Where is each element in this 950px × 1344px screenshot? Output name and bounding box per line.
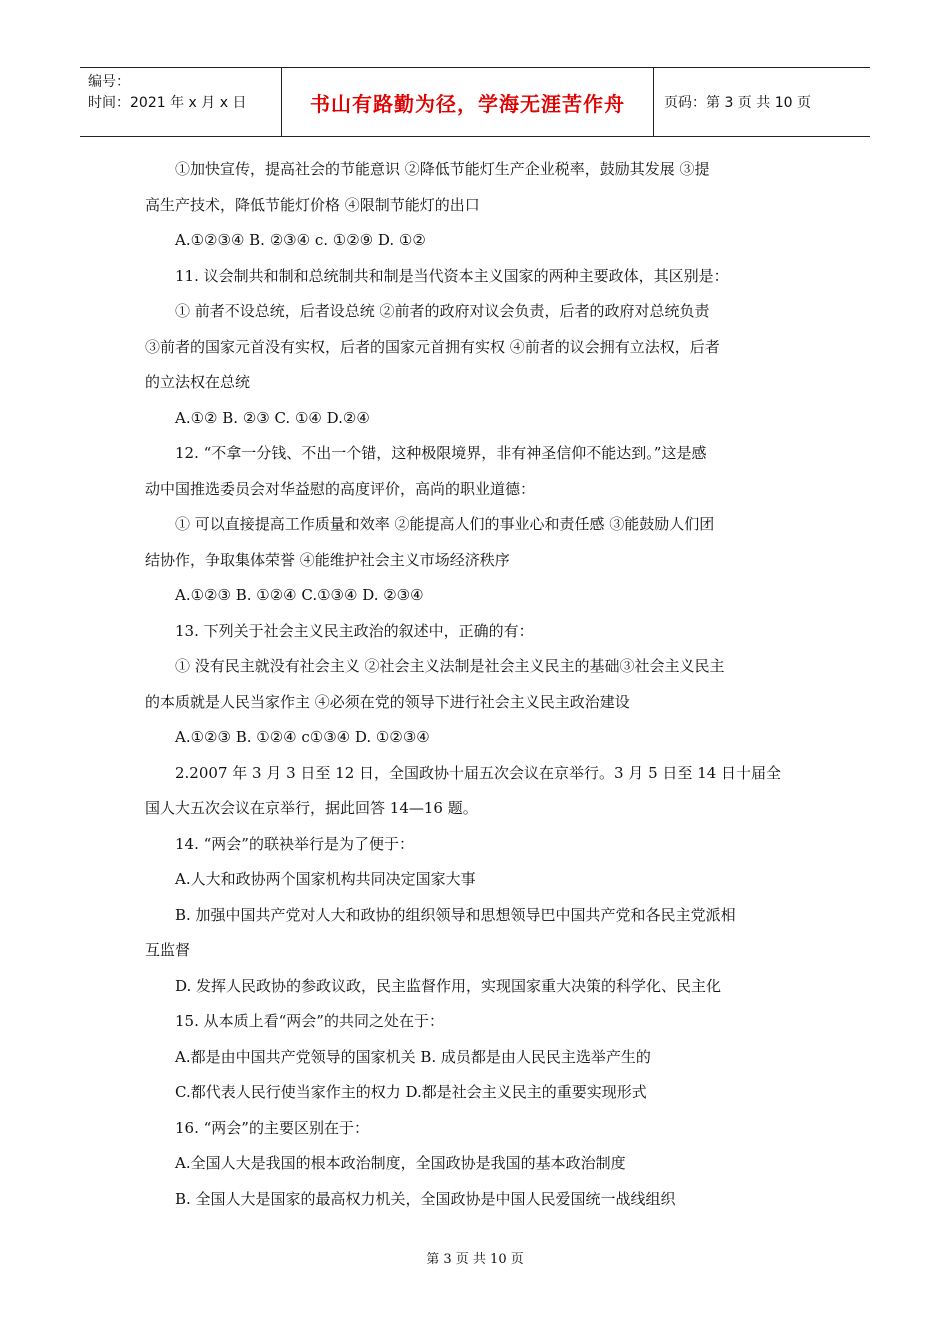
text-line: 国人大五次会议在京举行，据此回答 14—16 题。 <box>145 799 478 817</box>
text-line: A.全国人大是我国的根本政治制度，全国政协是我国的基本政治制度 <box>175 1154 626 1172</box>
header-meta <box>80 68 282 136</box>
page-footer: 第 3 页 共 10 页 <box>426 1252 524 1267</box>
text-line: ①加快宣传，提高社会的节能意识 ②降低节能灯生产企业税率，鼓励其发展 ③提 <box>175 160 710 178</box>
text-line: 结协作，争取集体荣誉 ④能维护社会主义市场经济秩序 <box>145 550 510 569</box>
text-line: A.人大和政协两个国家机构共同决定国家大事 <box>175 870 476 888</box>
text-line: ① 可以直接提高工作质量和效率 ②能提高人们的事业心和责任感 ③能鼓励人们团 <box>175 515 715 533</box>
text-line: 互监督 <box>145 941 191 959</box>
text-line: 13. 下列关于社会主义民主政治的叙述中，正确的有： <box>175 621 534 640</box>
text-line: A.①②③④ B. ②③④ c. ①②⑨ D. ①② <box>175 231 426 249</box>
text-line: 高生产技术，降低节能灯价格 ④限制节能灯的出口 <box>145 195 480 214</box>
text-line: 的立法权在总统 <box>145 373 251 391</box>
text-line: 14. “两会”的联袂举行是为了便于： <box>175 834 414 853</box>
header-page-code: 页码：第 3 页 共 10 页 <box>664 95 811 111</box>
text-line: 11. 议会制共和制和总统制共和制是当代资本主义国家的两种主要政体，其区别是： <box>175 266 729 285</box>
text-line: C.都代表人民行使当家作主的权力 D.都是社会主义民主的重要实现形式 <box>175 1083 647 1101</box>
page-header <box>80 67 870 137</box>
text-line: 12. “不拿一分钱、不出一个错，这种极限境界，非有神圣信仰不能达到。”这是感 <box>175 444 707 462</box>
document-number-label: 编号： <box>88 74 130 90</box>
text-line: B. 加强中国共产党对人大和政协的组织领导和思想领导巴中国共产党和各民主党派相 <box>175 905 736 924</box>
text-line: ③前者的国家元首没有实权，后者的国家元首拥有实权 ④前者的议会拥有立法权，后者 <box>145 337 720 356</box>
text-line: ① 没有民主就没有社会主义 ②社会主义法制是社会主义民主的基础③社会主义民主 <box>175 657 725 675</box>
text-line: B. 全国人大是国家的最高权力机关，全国政协是中国人民爱国统一战线组织 <box>175 1189 676 1208</box>
text-line: 2.2007 年 3 月 3 日至 12 日，全国政协十届五次会议在京举行。3 月 5 日至 14 日十届全 <box>175 763 782 782</box>
text-line: 的本质就是人民当家作主 ④必须在党的领导下进行社会主义民主政治建设 <box>145 692 630 711</box>
text-line: 15. 从本质上看“两会”的共同之处在于： <box>175 1012 444 1030</box>
document-date: 时间：2021 年 x 月 x 日 <box>88 95 247 111</box>
text-line: A.①② B. ②③ C. ①④ D.②④ <box>175 408 370 427</box>
text-line: D. 发挥人民政协的参政议政，民主监督作用，实现国家重大决策的科学化、民主化 <box>175 976 722 995</box>
header-motto: 书山有路勤为径，学海无涯苦作舟 <box>282 68 654 136</box>
text-line: 动中国推选委员会对华益慰的高度评价，高尚的职业道德： <box>145 479 536 498</box>
text-line: A.①②③ B. ①②④ c①③④ D. ①②③④ <box>175 728 430 746</box>
text-line: 16. “两会”的主要区别在于： <box>175 1118 369 1137</box>
text-line: ① 前者不设总统，后者设总统 ②前者的政府对议会负责，后者的政府对总统负责 <box>175 302 710 320</box>
text-line: A.①②③ B. ①②④ C.①③④ D. ②③④ <box>175 586 424 604</box>
document-body <box>145 152 807 1217</box>
text-line: A.都是由中国共产党领导的国家机关 B. 成员都是由人民民主选举产生的 <box>175 1047 651 1066</box>
